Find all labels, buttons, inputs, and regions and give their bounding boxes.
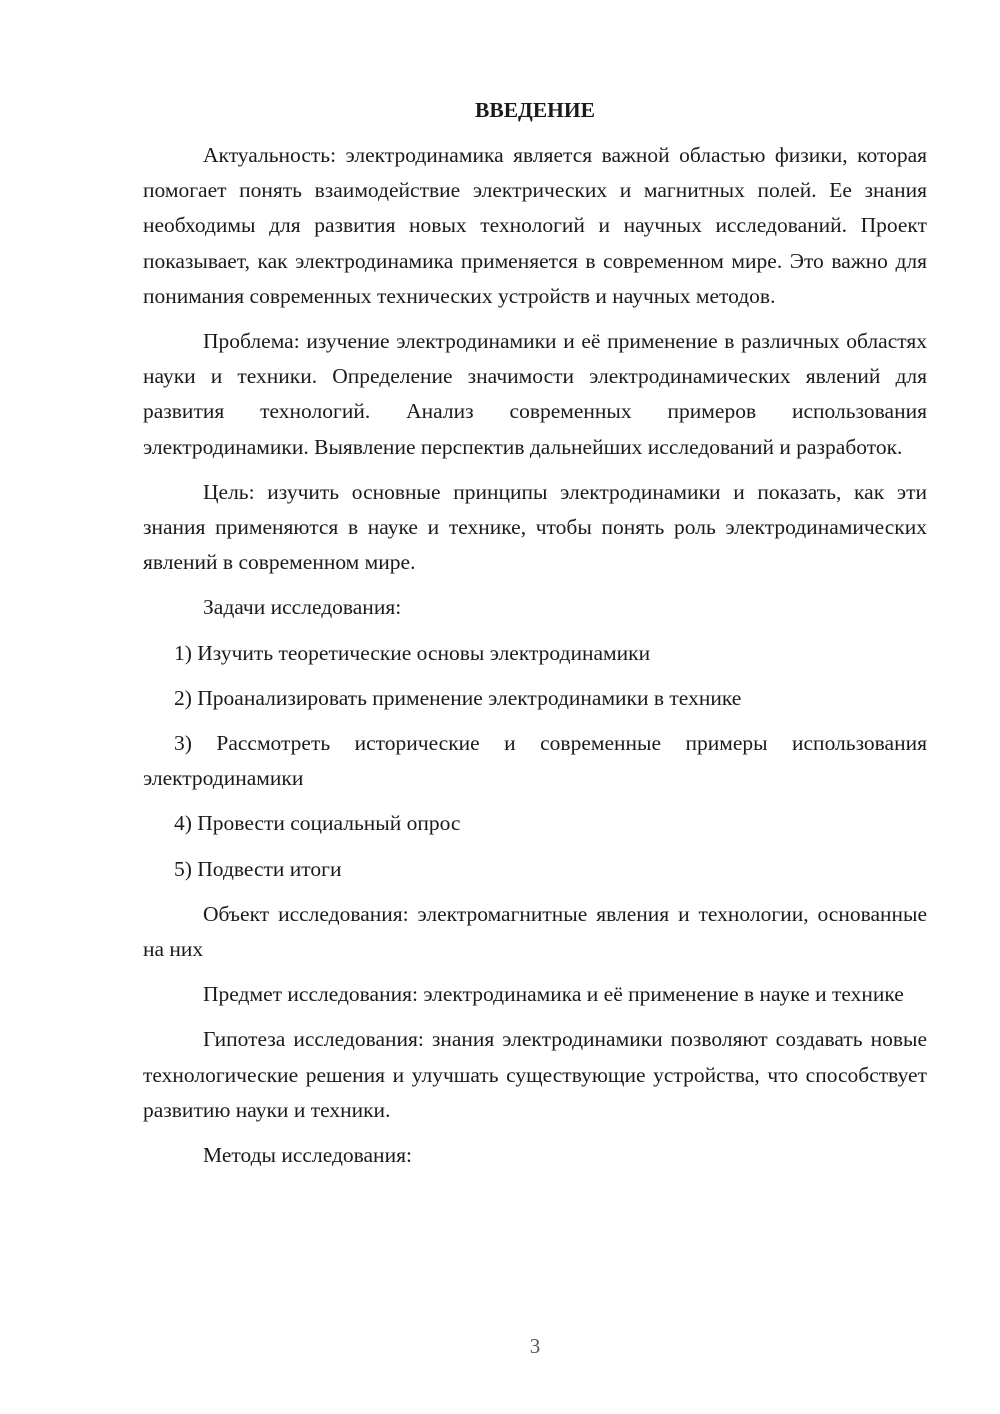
section-heading: ВВЕДЕНИЕ <box>475 98 595 122</box>
paragraph-methods-title: Методы исследования: <box>203 1143 412 1168</box>
paragraph-relevance: Актуальность: электродинамика является важной областью физики, которая помогает понять взаимодействие электрических и магнитных полей. Ее знания необходимы для развития новых технологий и научных исследований. Проект показывает, как электродинамика применяется в современном мире. Это важно для понимания современных технических устройств и научных методов. <box>143 143 927 308</box>
task-item-5: 5) Подвести итоги <box>174 856 342 881</box>
paragraph-hypothesis: Гипотеза исследования: знания электродинамики позволяют создавать новые технологические решения и улучшать существующие устройства, что способствует развитию науки и техники. <box>143 1027 927 1122</box>
page-number: 3 <box>529 1334 541 1358</box>
task-item-3: 3) Рассмотреть исторические и современные примеры использования электродинамики <box>143 731 927 791</box>
paragraph-problem: Проблема: изучение электродинамики и её применение в различных областях науки и техники. Определение значимости электродинамических явлений для развития технологий. Анализ современных примеров использования электродинамики. Выявление перспектив дальнейших исследований и разработок. <box>143 329 927 459</box>
document-body <box>143 92 927 1183</box>
paragraph-tasks-title: Задачи исследования: <box>203 595 402 620</box>
paragraph-subject: Предмет исследования: электродинамика и её применение в науке и технике <box>203 982 904 1007</box>
task-item-1: 1) Изучить теоретические основы электродинамики <box>174 640 651 665</box>
paragraph-object: Объект исследования: электромагнитные явления и технологии, основанные на них <box>143 901 927 962</box>
task-item-4: 4) Провести социальный опрос <box>174 811 461 836</box>
task-item-2: 2) Проанализировать применение электродинамики в технике <box>174 685 742 710</box>
paragraph-goal: Цель: изучить основные принципы электродинамики и показать, как эти знания применяются в науке и технике, чтобы понять роль электродинамических явлений в современном мире. <box>143 479 927 575</box>
